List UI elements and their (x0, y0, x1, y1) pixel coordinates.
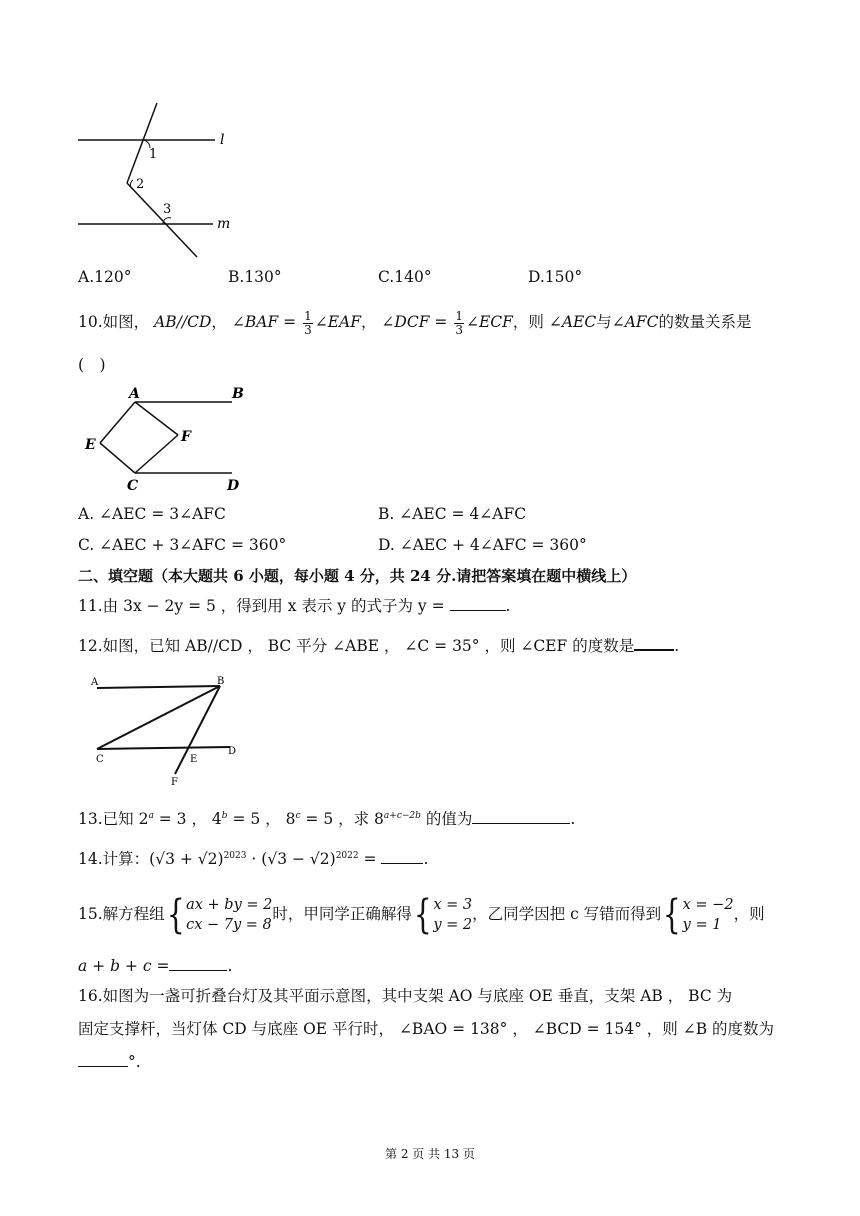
q10-sep1: ， (211, 313, 227, 331)
q13-exp-c: c (295, 811, 301, 821)
figure-q12 (85, 672, 250, 790)
q11-text: 11.由 3x − 2y = 5 ，得到用 x 表示 y 的式子为 y = (78, 597, 445, 615)
q10-angle-dcf: ∠DCF = (381, 313, 448, 331)
angle-label-1: 1 (149, 147, 158, 162)
q13-answer-blank[interactable] (472, 809, 570, 824)
q13-part2: = 5 ， 8 (227, 810, 296, 829)
q12-text: 12.如图，已知 AB//CD ， BC 平分 ∠ABE ， ∠C = 35° ，则 ∠CEF 的度数是 (78, 637, 635, 655)
q10-parallel: AB//CD (154, 313, 212, 331)
q15-sol1-x: x = 3 (433, 897, 473, 913)
q10-aec: ∠AEC (548, 313, 597, 331)
q15-lead: 15.解方程组 (78, 905, 165, 923)
point-label-d: D (228, 746, 237, 757)
q14-term1: (√3 + √2) (149, 850, 224, 869)
q13-exp-combo: a+c−2b (383, 811, 421, 821)
q13-exp-a: a (148, 811, 154, 821)
q14-end: . (423, 850, 429, 869)
point-label-c: C (127, 478, 139, 494)
left-brace-icon: { (663, 892, 681, 938)
q10-afc: ∠AFC (611, 313, 659, 331)
q15-solution-wrong (683, 895, 734, 935)
q10-angle-eaf: ∠EAF (314, 313, 361, 331)
q13-exp-b: b (221, 811, 228, 821)
q11 (78, 595, 510, 617)
q14-answer-blank[interactable] (381, 849, 423, 864)
q15 (78, 890, 765, 938)
q13-part3: = 5 ，求 8 (300, 810, 384, 829)
point-label-f: F (171, 777, 178, 788)
q16-line3 (78, 1051, 141, 1073)
q15-mid3: ，则 (733, 905, 765, 923)
point-label-e: E (190, 754, 198, 765)
frac-denominator: 3 (304, 322, 312, 337)
point-label-b: B (217, 676, 225, 687)
figure-q10 (80, 380, 250, 495)
angle-label-2: 2 (136, 177, 145, 192)
q14-exp1: 2023 (223, 851, 247, 861)
frac-numerator-2: 1 (455, 308, 463, 323)
fraction-one-third-2 (454, 310, 464, 337)
q10-lead: 10.如图， (78, 313, 150, 331)
q10-option-b: B. ∠AEC = 4∠AFC (378, 505, 527, 523)
q14-term2: (√3 − √2) (261, 850, 336, 869)
q10-stem (78, 305, 752, 339)
q15-sum: a + b + c = (78, 957, 170, 975)
q12-end: . (674, 637, 680, 655)
q9-option-a: A.120° (78, 268, 132, 286)
point-label-f: F (181, 429, 191, 445)
q10-option-a: A. ∠AEC = 3∠AFC (78, 505, 226, 523)
point-label-d: D (227, 478, 240, 494)
q10-then: ，则 (512, 313, 544, 331)
q13-tail: 的值为 (420, 810, 473, 829)
q10-with: 与 (596, 313, 612, 331)
q10-angle-baf: ∠BAF = (231, 313, 297, 331)
q15-line2 (78, 955, 232, 977)
fraction-one-third (303, 310, 313, 337)
q13-lead: 13.已知 2 (78, 810, 149, 829)
q15-sol2-y: y = 1 (682, 917, 722, 933)
q9-option-c: C.140° (378, 268, 432, 286)
q15-system (186, 895, 272, 935)
q12 (78, 635, 679, 657)
q14-eq: = (358, 850, 377, 869)
q14-dot: · (246, 850, 262, 869)
point-label-b: B (232, 386, 244, 402)
point-label-a: A (91, 677, 99, 688)
frac-numerator: 1 (304, 308, 312, 323)
q10-angle-ecf: ∠ECF (465, 313, 513, 331)
q15-answer-blank[interactable] (169, 956, 227, 971)
left-brace-icon: { (413, 892, 432, 938)
q15-solution-correct (433, 895, 472, 935)
q15-end: . (227, 957, 233, 975)
point-label-c: C (96, 754, 104, 765)
q16-line2: 固定支撑杆，当灯体 CD 与底座 OE 平行时， ∠BAO = 138° ， ∠BCD = 154° ，则 ∠B 的度数为 (78, 1020, 775, 1038)
q15-mid1: 时，甲同学正确解得 (272, 905, 412, 923)
section-2-heading: 二、填空题（本大题共 6 小题，每小题 4 分，共 24 分.请把答案填在题中横线上） (78, 567, 637, 585)
q9-option-b: B.130° (228, 268, 282, 286)
q13-part1: = 3 ， 4 (153, 810, 222, 829)
q10-sep2: ， (360, 313, 377, 331)
q9-option-d: D.150° (528, 268, 583, 286)
q10-option-c: C. ∠AEC + 3∠AFC = 360° (78, 536, 287, 554)
page-footer: 第 2 页 共 13 页 (385, 1147, 475, 1161)
figure-q9 (75, 100, 245, 260)
q12-answer-blank[interactable] (634, 635, 674, 651)
q10-tail: 的数量关系是 (658, 313, 752, 331)
q14 (78, 845, 428, 870)
q15-eq2: cx − 7y = 8 (186, 917, 272, 933)
q13-end: . (570, 810, 576, 829)
q10-option-d: D. ∠AEC + 4∠AFC = 360° (378, 536, 587, 554)
q15-eq1: ax + by = 2 (186, 897, 273, 913)
point-label-e: E (85, 437, 96, 453)
line-label-m: m (217, 216, 231, 232)
frac-denominator-2: 3 (455, 322, 463, 337)
q15-sol1-y: y = 2 (433, 917, 473, 933)
q13 (78, 805, 575, 830)
left-brace-icon: { (166, 892, 185, 938)
q11-answer-blank[interactable] (450, 596, 506, 611)
q16-answer-blank[interactable] (78, 1052, 128, 1067)
q14-exp2: 2022 (335, 851, 359, 861)
q14-lead: 14.计算： (78, 850, 150, 869)
point-label-a: A (129, 386, 140, 402)
q15-sol2-x: x = −2 (682, 897, 734, 913)
angle-label-3: 3 (163, 202, 172, 217)
q16-end: °. (128, 1053, 141, 1071)
q11-end: . (505, 597, 511, 615)
q16-line1: 16.如图为一盏可折叠台灯及其平面示意图，其中支架 AO 与底座 OE 垂直，支架 AB ， BC 为 (78, 987, 733, 1005)
q10-answer-paren: ( ) (78, 356, 106, 374)
line-label-l: l (220, 132, 225, 148)
q15-mid2: ，乙同学因把 c 写错而得到 (472, 905, 662, 923)
